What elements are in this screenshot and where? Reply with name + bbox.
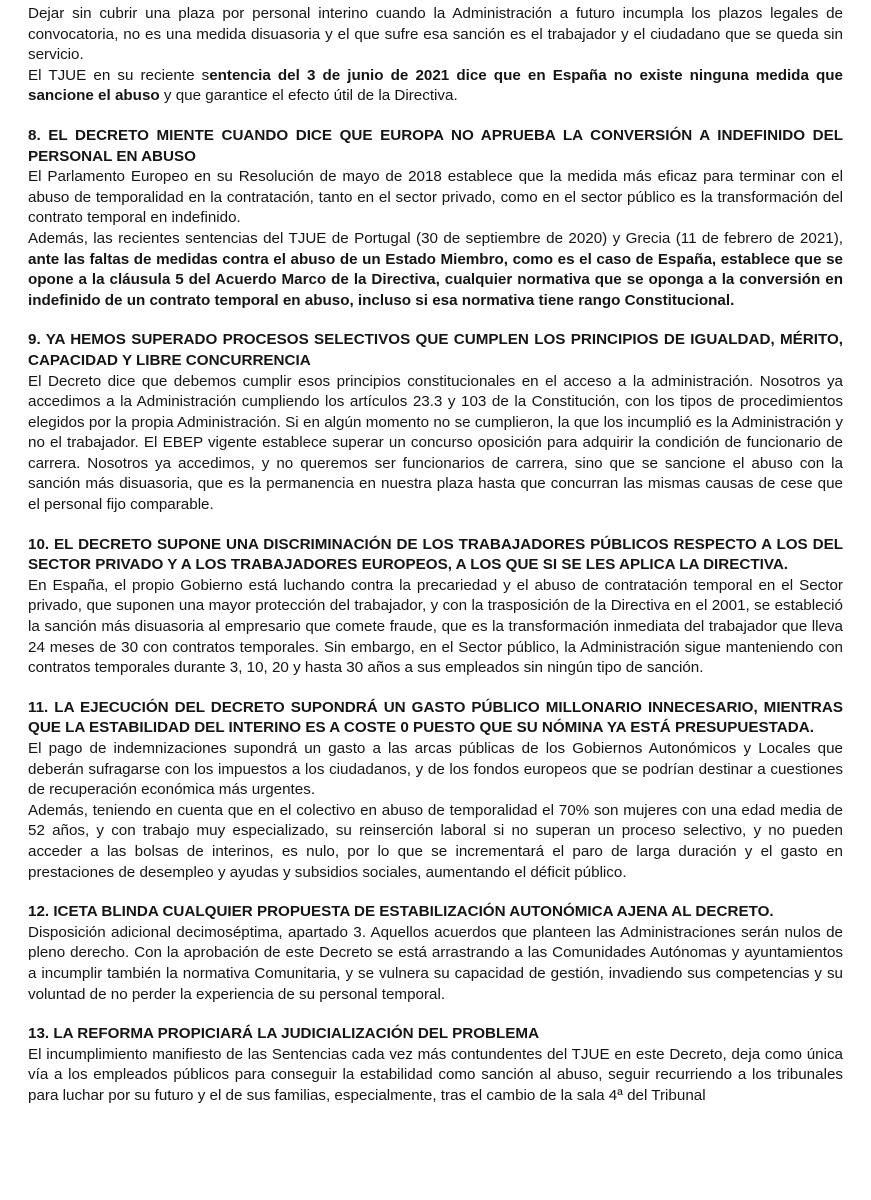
text-run: El TJUE en su reciente s xyxy=(28,66,210,84)
paragraph: El Decreto dice que debemos cumplir esos principios constitucionales en el acceso a la administración. Nosotros ya accedimos a la Administración cumpliendo los artículos 23.3 y 103 de la Constitución, con los tipos de procedimientos elegidos por la propia Administración. Si en algún momento no se cumplieron, la que los incumplió es la Administración y no el trabajador. El EBEP vigente establece superar un concurso oposición para adquirir la condición de funcionario de carrera. Nosotros ya accedimos, y no queremos ser funcionarios de carrera, sino que se sancione el abuso con la sanción más disuasoria, que es la permanencia en nuestra plaza hasta que concurran las mismas causas de cese que el personal fijo comparable. xyxy=(28,372,843,514)
paragraph: El pago de indemnizaciones supondrá un gasto a las arcas públicas de los Gobiernos Autonómicos y Locales que deberán sufragarse con los impuestos a los ciudadanos, y de los fondos europeos que se podrían destinar a cuestiones de recuperación económica más urgentes. xyxy=(28,740,843,799)
bold-text: ante las faltas de medidas contra el abuso de un Estado Miembro, como es el caso de España, establece que se opone a la cláusula 5 del Acuerdo Marco de la Directiva, cualquier normativa que se oponga a la conversión en indefinido de un contrato temporal en abuso, incluso si esa normativa tiene rango Constitucional. xyxy=(28,250,843,309)
section-13 xyxy=(28,1024,843,1106)
text-run: y que garantice el efecto útil de la Directiva. xyxy=(159,87,458,105)
intro-block xyxy=(28,4,843,107)
section-12 xyxy=(28,902,843,1005)
section-heading: 13. LA REFORMA PROPICIARÁ LA JUDICIALIZACIÓN DEL PROBLEMA xyxy=(28,1025,540,1043)
section-heading: 9. YA HEMOS SUPERADO PROCESOS SELECTIVOS QUE CUMPLEN LOS PRINCIPIOS DE IGUALDAD, MÉRITO, CAPACIDAD Y LIBRE CONCURRENCIA xyxy=(28,331,843,369)
paragraph: El incumplimiento manifiesto de las Sentencias cada vez más contundentes del TJUE en este Decreto, deja como única vía a los empleados públicos para conseguir la estabilidad como sanción al abuso, seguir recurriendo a los tribunales para luchar por su futuro y el de sus familias, especialmente, tras el cambio de la sala 4ª del Tribunal xyxy=(28,1045,843,1104)
paragraph xyxy=(28,66,843,107)
section-9 xyxy=(28,330,843,515)
section-heading: 12. ICETA BLINDA CUALQUIER PROPUESTA DE ESTABILIZACIÓN AUTONÓMICA AJENA AL DECRETO. xyxy=(28,903,774,921)
paragraph xyxy=(28,229,843,311)
paragraph: El Parlamento Europeo en su Resolución de mayo de 2018 establece que la medida más eficaz para terminar con el abuso de temporalidad en la contratación, tanto en el sector privado, como en el sector público es la transformación del contrato temporal en indefinido. xyxy=(28,168,843,227)
section-heading: 11. LA EJECUCIÓN DEL DECRETO SUPONDRÁ UN GASTO PÚBLICO MILLONARIO INNECESARIO, MIENTRAS QUE LA ESTABILIDAD DEL INTERINO ES A COSTE 0 PUESTO QUE SU NÓMINA YA ESTÁ PRESUPUESTADA. xyxy=(28,698,843,737)
paragraph: Además, teniendo en cuenta que en el colectivo en abuso de temporalidad el 70% son mujeres con una edad media de 52 años, y con trabajo muy especializado, su reinserción laboral si no superan un proceso selectivo, y no pueden acceder a las bolsas de interinos, es nulo, por lo que se incrementará el paro de larga duración y el gasto en prestaciones de desempleo y ayudas y subsidios sociales, aumentando el déficit público. xyxy=(28,801,843,881)
bold-text: entencia del 3 de junio de 2021 dice que en España no existe ninguna medida que sancione el abuso xyxy=(28,66,843,105)
section-8 xyxy=(28,126,843,311)
paragraph: En España, el propio Gobierno está luchando contra la precariedad y el abuso de contratación temporal en el Sector privado, que suponen una mayor protección del trabajador, y con la trasposición de la Directiva en el 2001, se estableció la sanción más disuasoria al empresario que comete fraude, que es la transformación inmediata del trabajador que lleva 24 meses de 30 con contratos temporales. Sin embargo, en el Sector público, la Administración sigue manteniendo con contratos temporales durante 3, 10, 20 y hasta 30 años a sus empleados sin ningún tipo de sanción. xyxy=(28,576,843,677)
section-heading: 8. EL DECRETO MIENTE CUANDO DICE QUE EUROPA NO APRUEBA LA CONVERSIÓN A INDEFINIDO DEL PERSONAL EN ABUSO xyxy=(28,126,843,165)
section-11 xyxy=(28,698,843,883)
section-10 xyxy=(28,535,843,679)
paragraph: Disposición adicional decimoséptima, apartado 3. Aquellos acuerdos que planteen las Administraciones serán nulos de pleno derecho. Con la aprobación de este Decreto se está arrastrando a las Comunidades Autónomas y ayuntamientos a incumplir también la normativa Comunitaria, y se vulnera su capacidad de gestión, invadiendo sus competencias y su voluntad de no perder la experiencia de su personal temporal. xyxy=(28,923,843,1003)
section-heading: 10. EL DECRETO SUPONE UNA DISCRIMINACIÓN DE LOS TRABAJADORES PÚBLICOS RESPECTO A LOS DEL SECTOR PRIVADO Y A LOS TRABAJADORES EUROPEOS, A LOS QUE SI SE LES APLICA LA DIRECTIVA. xyxy=(28,535,843,574)
text-run: Además, las recientes sentencias del TJUE de Portugal (30 de septiembre de 2020) y Grecia (11 de febrero de 2021), xyxy=(28,229,843,247)
paragraph: Dejar sin cubrir una plaza por personal interino cuando la Administración a futuro incumpla los plazos legales de convocatoria, no es una medida disuasoria y el que sufre esa sanción es el trabajador y el ciudadano que se queda sin servicio. xyxy=(28,5,843,64)
